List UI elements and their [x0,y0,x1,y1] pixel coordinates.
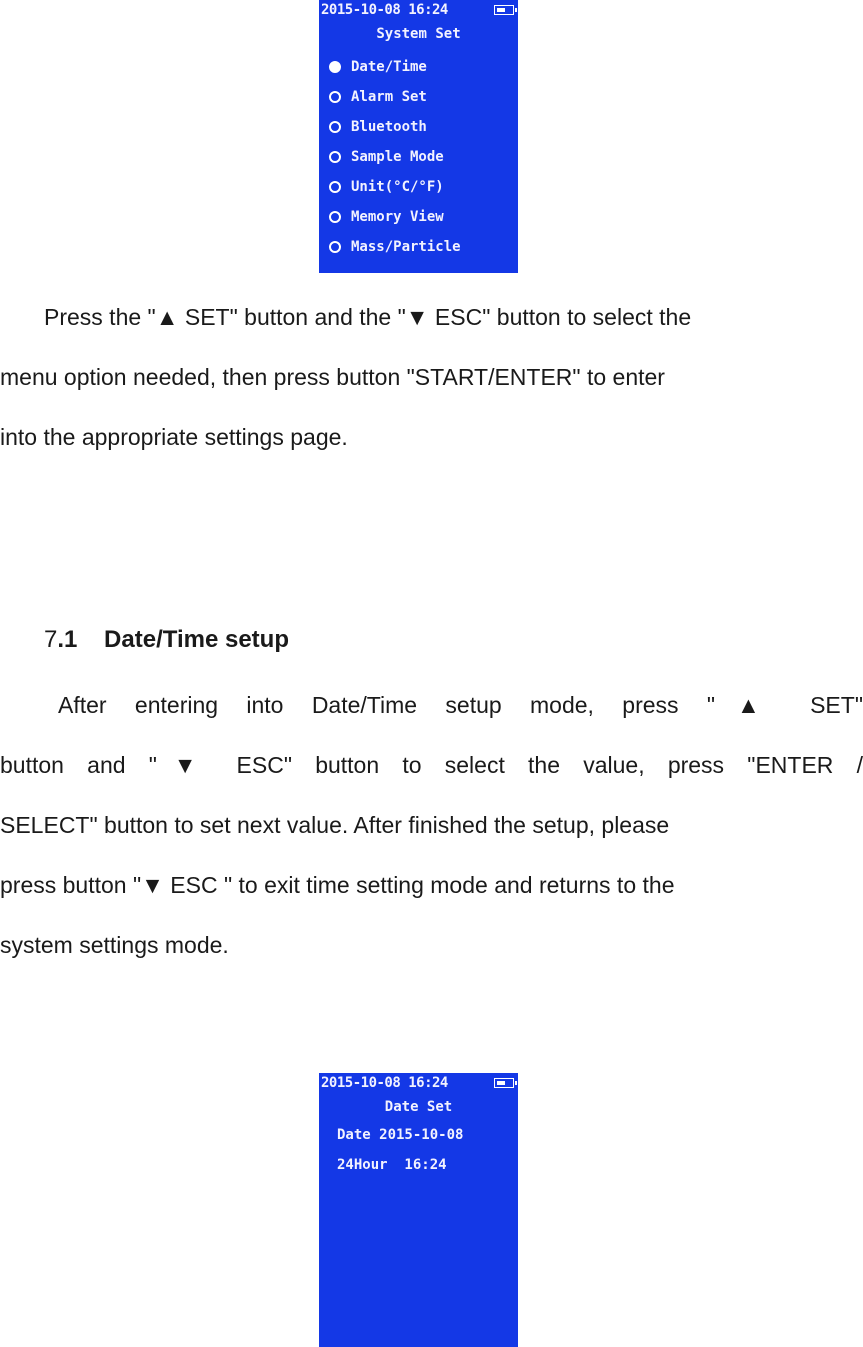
text-line: After entering into Date/Time setup mode, press "▲ SET" [58,692,863,718]
section-heading [44,626,289,654]
menu-item-sample-mode[interactable] [329,142,461,172]
status-datetime: 2015-10-08 16:24 [321,2,448,18]
menu-item-unit[interactable] [329,172,461,202]
radio-icon [329,181,341,193]
radio-icon [329,241,341,253]
menu-item-bluetooth[interactable] [329,112,461,142]
setup-paragraph [0,690,863,990]
text-line: SELECT" button to set next value. After finished the setup, please [0,812,670,838]
menu-item-memory-view[interactable] [329,202,461,232]
menu-item-label: Bluetooth [351,119,427,135]
hour-value[interactable]: 24Hour 16:24 [337,1157,447,1173]
battery-icon [494,5,514,15]
menu-item-label: Date/Time [351,59,427,75]
menu-item-label: Sample Mode [351,149,444,165]
section-number: 7 [44,626,58,653]
menu-item-label: Alarm Set [351,89,427,105]
text-line: into the appropriate settings page. [0,424,348,450]
text-line: press button "▼ ESC " to exit time setting mode and returns to the [0,872,675,898]
system-menu [329,52,461,262]
text-line: button and "▼ ESC" button to select the value, press "ENTER / [0,752,863,778]
date-value[interactable]: Date 2015-10-08 [337,1127,464,1143]
radio-icon [329,211,341,223]
menu-item-mass-particle[interactable] [329,232,461,262]
screen-title: System Set [376,26,461,42]
radio-icon [329,121,341,133]
screen-title: Date Set [384,1099,453,1115]
text-line: Press the "▲ SET" button and the "▼ ESC" button to select the [44,304,692,330]
menu-item-label: Unit(°C/°F) [351,179,444,195]
status-bar [319,1073,518,1093]
device-screen-date-set [319,1073,518,1347]
section-title: .1 Date/Time setup [57,626,289,653]
menu-item-label: Memory View [351,209,444,225]
device-screen-system-set [319,0,518,273]
battery-icon [494,1078,514,1088]
status-datetime: 2015-10-08 16:24 [321,1075,448,1091]
text-line: system settings mode. [0,932,229,958]
status-bar [319,0,518,20]
radio-selected-icon [329,61,341,73]
radio-icon [329,151,341,163]
menu-item-label: Mass/Particle [351,239,461,255]
instruction-paragraph [0,302,863,482]
text-line: menu option needed, then press button "START/ENTER" to enter [0,364,665,390]
menu-item-alarm-set[interactable] [329,82,461,112]
radio-icon [329,91,341,103]
menu-item-date-time[interactable] [329,52,461,82]
